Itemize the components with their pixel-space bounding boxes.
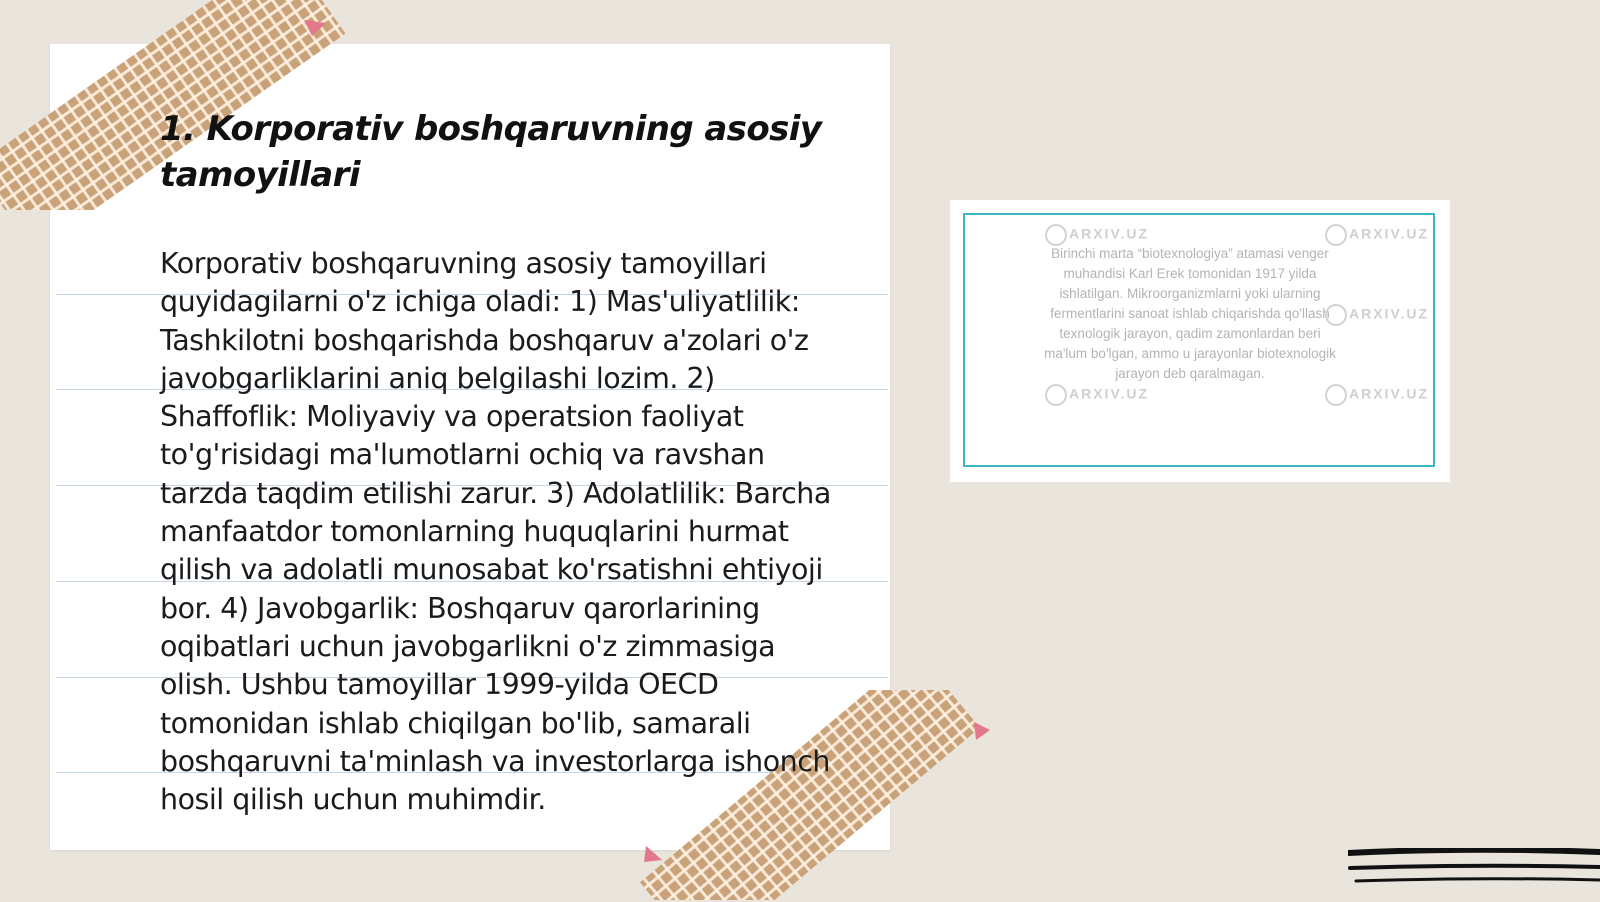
watermark: ARXIV.UZ	[1325, 224, 1429, 246]
watermark: ARXIV.UZ	[1045, 224, 1149, 246]
slide-body-text: Korporativ boshqaruvning asosiy tamoyillari quyidagilarni o'z ichiga oladi: 1) Mas'uliyatlilik: Tashkilotni boshqarishda boshqaruv a'zolari o'z javobgarliklarini aniq belgilashi lozim. 2) Shaffoflik: Moliyaviy va operatsion faoliyat to'g'risidagi ma'lumotlarni ochiq va ravshan tarzda taqdim etilishi zarur. 3) Adolatlilik: Barcha manfaatdor tomonlarning huquqlarini hurmat qilish va adolatli munosabat ko'rsatishni ehtiyoji bor. 4) Javobgarlik: Boshqaruv qarorlarining oqibatlari uchun javobgarlikni o'z zimmasiga olish. Ushbu tamoyillar 1999-yilda OECD tomonidan ishlab chiqilgan bo'lib, samarali boshqaruvni ta'minlash va investorlarga ishonch hosil qilish uchun muhimdir.	[160, 247, 831, 817]
decorative-brush-lines	[1348, 848, 1600, 902]
watermark: ARXIV.UZ	[1325, 304, 1429, 326]
slide-title: 1. Korporativ boshqaruvning asosiy tamoyillari	[160, 109, 822, 195]
watermark: ARXIV.UZ	[1325, 384, 1429, 406]
image-text: Birinchi marta “biotexnologiya” atamasi venger muhandisi Karl Erek tomonidan 1917 yilda ishlatilgan. Mikroorganizmlarni yoki ularning fermentlarini sanoat ishlab chiqarishda qo'llash texnologik jarayon, qadim zamonlardan beri ma'lum bo'lgan, ammo u jarayonlar biotexnologik jarayon deb qaralmagan.	[1044, 246, 1336, 381]
embedded-image-card	[950, 200, 1450, 482]
watermark: ARXIV.UZ	[1045, 384, 1149, 406]
